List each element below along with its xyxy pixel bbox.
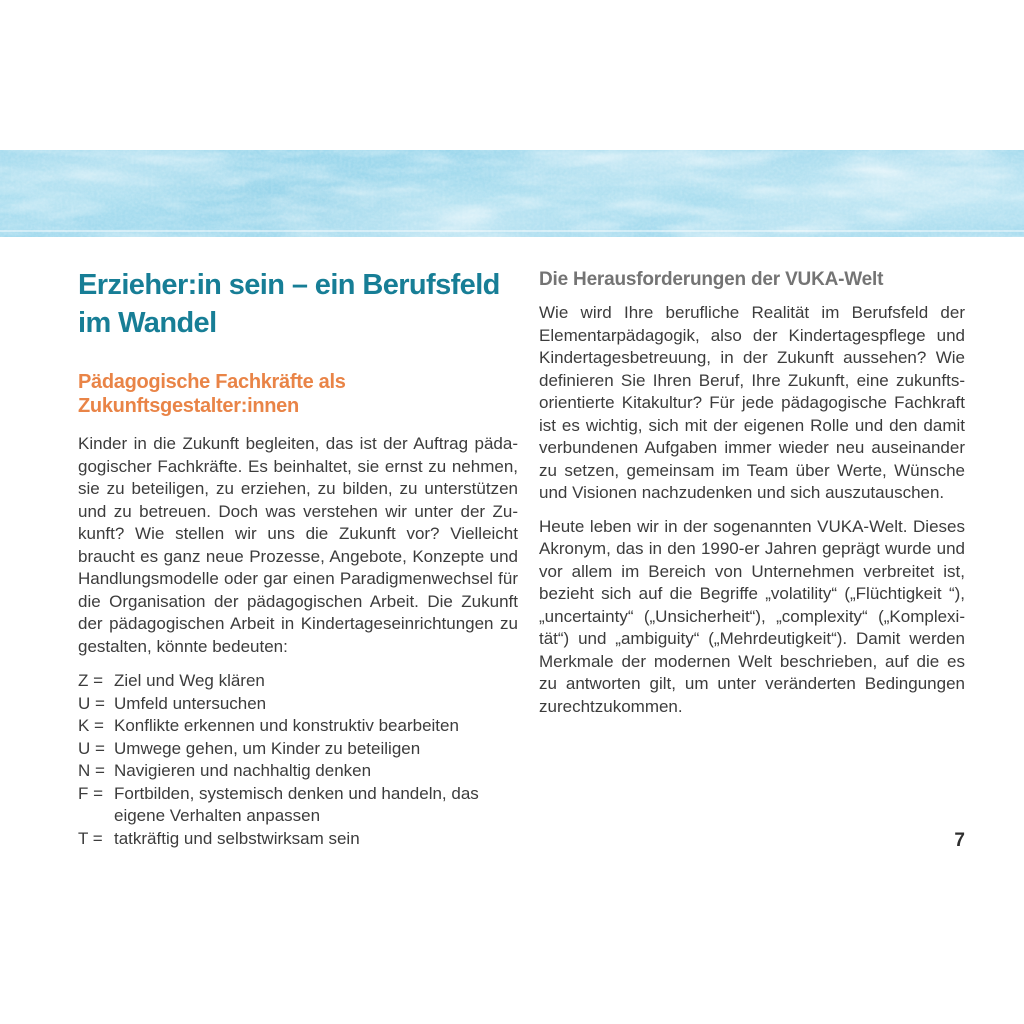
section-heading: Die Herausforderungen der VUKA-Welt [539,269,884,290]
acronym-item [78,828,518,851]
acronym-letter: N = [78,761,105,780]
acronym-item [78,783,518,828]
acronym-item [78,738,518,761]
acronym-item [78,670,518,693]
acronym-item [78,693,518,716]
zukunft-acronym-list [78,670,518,850]
page-title [78,266,518,342]
acronym-text: Navigieren und nachhaltig denken [114,761,372,780]
page-content [78,266,965,850]
acronym-text: Umwege gehen, um Kinder zu beteiligen [114,738,421,758]
left-paragraph: Kinder in die Zukunft begleiten, das ist der Auftrag pädagogischer Fachkräfte. Es beinhaltet, sie ernst zu nehmen, sie zu beteiligen, zu erziehen, zu bilden, zu unterstützen und zu betreuen. Doch was verstehen wir unter der Zukunft? Wie stellen wir uns die Zukunft vor? Vielleicht braucht es ganz neue Prozesse, Angebote, Konzepte und Handlungsmodelle oder gar einen Paradigmenwechsel für die Organisation der pädagogischen Arbeit. Die Zukunft der pädagogischen Arbeit in Kindertageseinrichtungen zu gestalten, könnte bedeuten: [78,434,518,656]
page-number: 7 [954,830,965,851]
right-column [539,266,965,850]
acronym-text: Ziel und Weg klären [114,671,265,690]
page-title-line2: im Wandel [78,307,217,339]
section-subtitle: Pädagogische Fachkräfte als Zukunftsgestalter:innen [78,371,346,417]
acronym-letter: U = [78,693,105,713]
right-paragraph-1: Wie wird Ihre berufliche Realität im Berufsfeld der Elementarpädagogik, also der Kindertagespflege und Kindertagesbetreuung, in der Zukunft aussehen? Wie definieren Sie Ihren Beruf, Ihre Zukunft, eine zukunftsorientierte Kitakultur? Für jede pädagogische Fachkraft ist es wichtig, sich mit der eigenen Rolle und den damit verbundenen Aufgaben immer wieder neu auseinander zu setzen, gemeinsam im Team über Werte, Wünsche und Visionen nachzudenken und sich auszutauschen. [539,303,965,502]
acronym-letter: U = [78,738,105,758]
left-column [78,266,518,850]
right-paragraph-2: Heute leben wir in der sogenannten VUKA-Welt. Dieses Akronym, das in den 1990-er Jahren geprägt wurde und vor allem im Bereich von Unternehmen verbreitet ist, bezieht sich auf die Begriffe „volatility“ („Flüchtigkeit “), „uncertainty“ („Unsicherheit“), „complexity“ („Komplexität“) und „ambiguity“ („Mehrdeutigkeit“). Damit werden Merkmale der modernen Welt beschrieben, auf die es zu antworten gilt, um unter veränderten Bedingungen zurechtzukommen. [539,516,965,716]
page-title-line1: Erzieher:in sein – ein Berufsfeld [78,269,500,301]
watercolor-texture [0,150,1024,237]
acronym-item [78,760,518,783]
acronym-letter: Z = [78,671,104,690]
acronym-item [78,715,518,738]
acronym-text: tatkräftig und selbstwirksam sein [114,828,360,848]
acronym-letter: T = [78,828,103,848]
acronym-letter: F = [78,783,104,803]
acronym-letter: K = [78,716,104,735]
acronym-text: Umfeld untersuchen [114,693,267,713]
acronym-text: Konflikte erkennen und konstruktiv bearbeiten [114,716,459,735]
acronym-text: Fortbilden, systemisch denken und handeln, das eigene Verhalten anpassen [114,783,479,825]
watercolor-banner [0,150,1024,237]
